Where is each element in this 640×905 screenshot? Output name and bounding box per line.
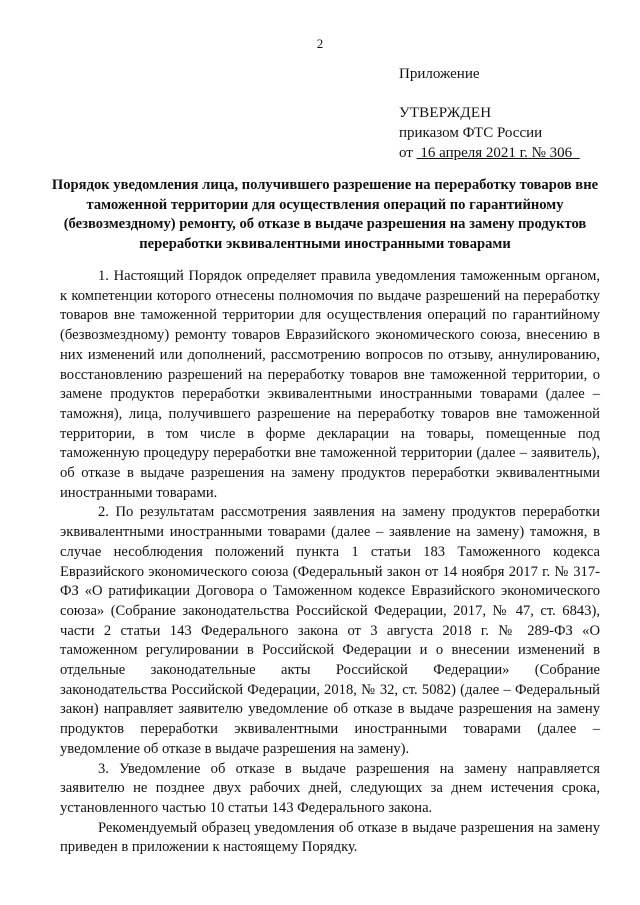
order-line: приказом ФТС России bbox=[399, 125, 543, 141]
paragraph-3: 3. Уведомление об отказе в выдаче разрешения на замену направляется заявителю не позднее двух рабочих дней, следующих за днем истечения срока, установленного частью 10 статьи 143 Федерального закона. bbox=[60, 760, 600, 816]
paragraph-4: Рекомендуемый образец уведомления об отказе в выдаче разрешения на замену приведен в приложении к настоящему Порядку. bbox=[60, 819, 600, 856]
appendix-label: Приложение bbox=[399, 66, 480, 82]
paragraph-2: 2. По результатам рассмотрения заявления на замену продуктов переработки эквивалентными иностранными товарами (далее – заявление на замену) таможня, в случае несоблюдения положений пункта 1 статьи 183 Таможенного кодекса Евразийского экономического союза (Федеральный закон от 14 ноября 2017 г. № 317-ФЗ «О ратификации Договора о Таможенном кодексе Евразийского экономического союза» (Собрание законодательства Российской Федерации, 2017, № 47, ст. 6843), части 2 статьи 143 Федерального закона от 3 августа 2018 г. № 289-ФЗ «О таможенном регулировании в Российской Федерации и о внесении изменений в отдельные законодательные акты Российской Федерации» (Собрание законодательства Российской Федерации, 2018, № 32, ст. 5082) (далее – Федеральный закон) направляет заявителю уведомление об отказе в выдаче разрешения на замену продуктов переработки эквивалентными иностранными товарами (далее – уведомление об отказе в выдаче разрешения на замену). bbox=[60, 504, 600, 757]
page-number: 2 bbox=[316, 36, 324, 51]
order-date: 16 апреля 2021 г. № 306 bbox=[420, 145, 573, 161]
approved-heading: УТВЕРЖДЕН bbox=[399, 105, 492, 121]
approval-block bbox=[399, 64, 619, 163]
paragraph-1: 1. Настоящий Порядок определяет правила уведомления таможенным органом, к компетенции которого отнесены полномочия по выдаче разрешений на переработку товаров вне таможенной территории для осуществления операций по гарантийному (безвозмездному) ремонту товаров Евразийского экономического союза, внесению в них изменений или дополнений, рассмотрению вопросов по отзыву, аннулированию, восстановлению разрешений на переработку товаров вне таможенной территории, о замене продуктов переработки эквивалентными иностранными товарами (далее – таможня), лица, получившего разрешение на переработку товаров вне таможенной территории, в том числе в форме декларации на товары, помещенные под таможенную процедуру переработки вне таможенной территории (далее – заявитель), об отказе в выдаче разрешения на замену продуктов переработки эквивалентными иностранными товарами. bbox=[60, 268, 600, 501]
from-label: от bbox=[399, 145, 413, 161]
document-title: Порядок уведомления лица, получившего разрешение на переработку товаров вне таможенной территории для осуществления операций по гарантийному (безвозмездному) ремонту, об отказе в выдаче разрешения на замену продуктов переработки эквивалентными иностранными товарами bbox=[51, 177, 599, 252]
document-body bbox=[60, 267, 600, 858]
order-date-line bbox=[399, 143, 619, 163]
